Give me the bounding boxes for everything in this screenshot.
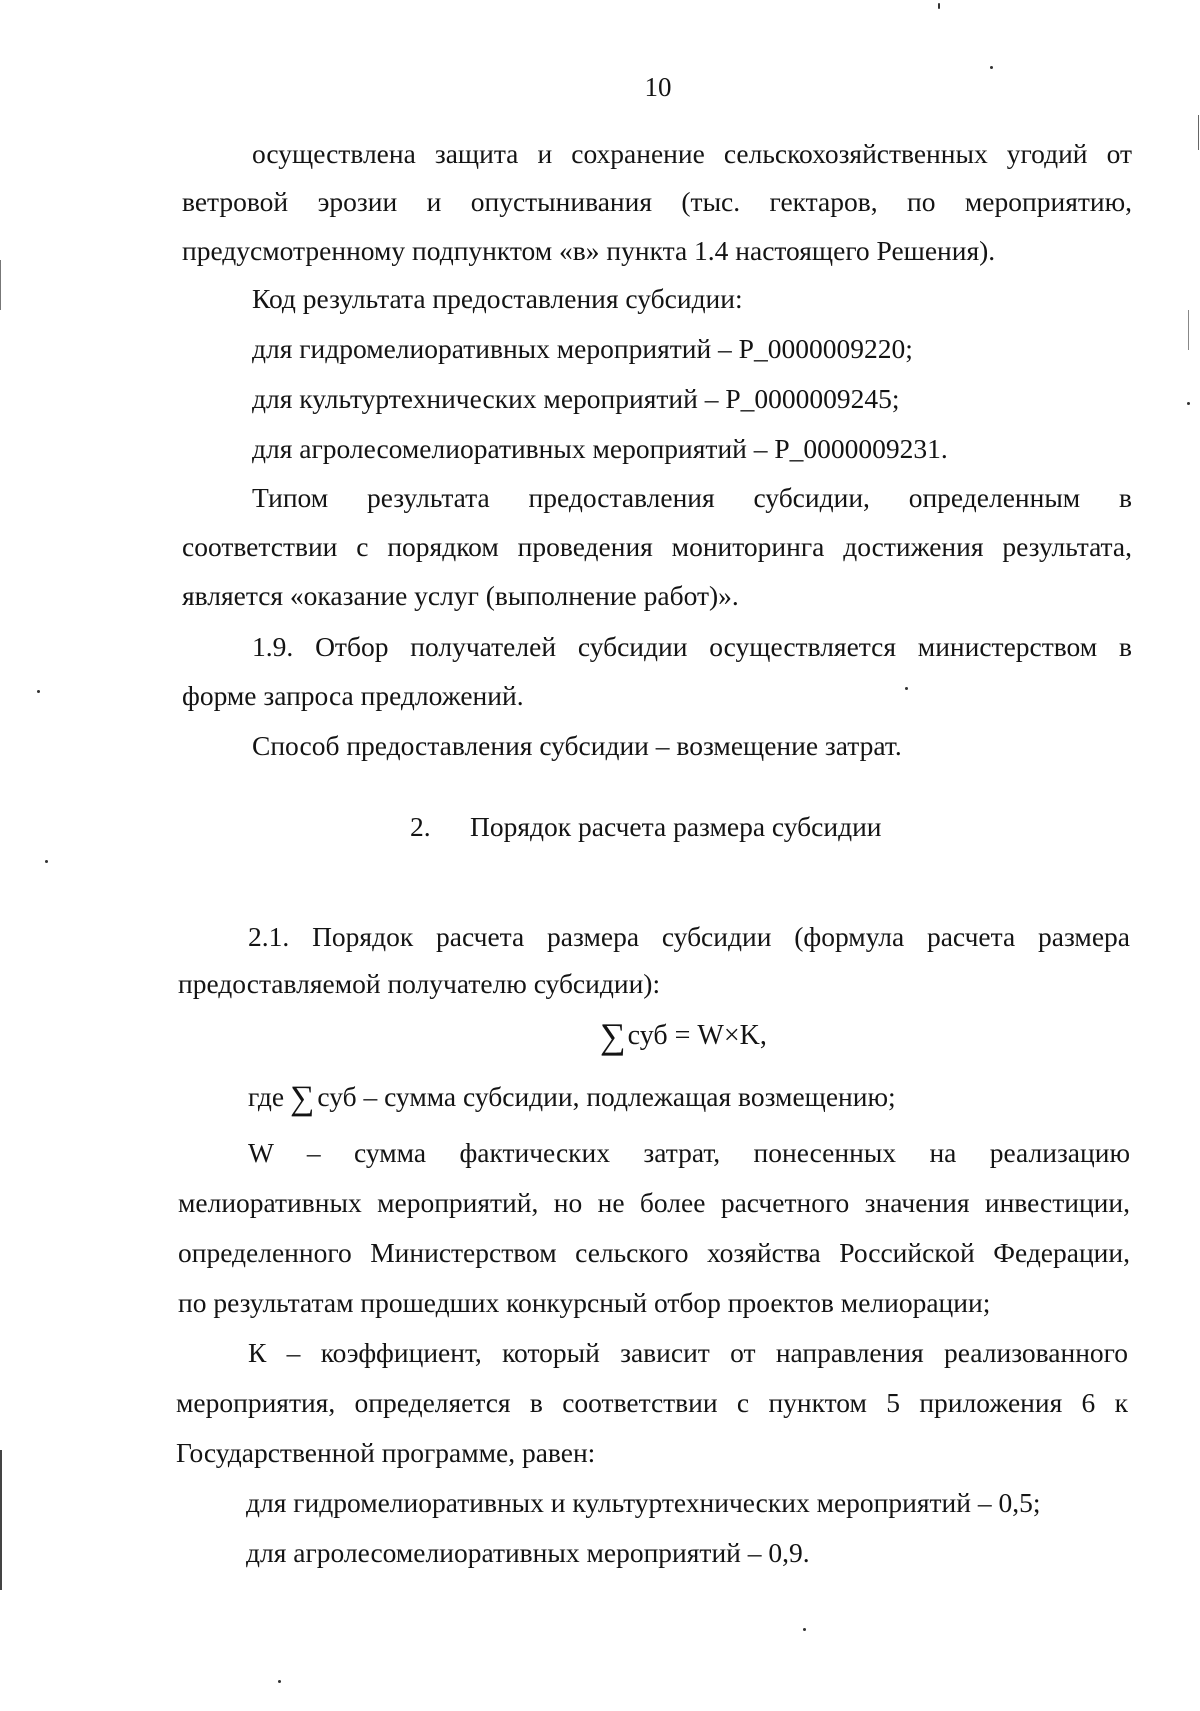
paragraph-line: W – сумма фактических затрат, понесенных на реализацию: [248, 1137, 1130, 1168]
paragraph-line: осуществлена защита и сохранение сельскохозяйственных угодий от: [252, 138, 1132, 169]
scan-speck: [905, 687, 908, 690]
page-number: 10: [644, 72, 672, 102]
scan-speck: [803, 1628, 806, 1631]
section-title: Порядок расчета размера субсидии: [470, 811, 882, 842]
sum-symbol: ∑: [600, 1016, 626, 1056]
paragraph-line: ветровой эрозии и опустынивания (тыс. гектаров, по мероприятию,: [182, 186, 1132, 217]
formula-lhs: суб: [627, 1020, 668, 1051]
coefficient-item: для гидромелиоративных и культуртехнических мероприятий – 0,5;: [246, 1487, 1041, 1518]
scan-speck: [45, 860, 48, 863]
scan-edge-mark: [1198, 115, 1199, 150]
paragraph-line: является «оказание услуг (выполнение работ)».: [182, 580, 739, 611]
scan-speck: [278, 1680, 281, 1683]
result-code-item: для культуртехнических мероприятий – P_0000009245;: [252, 383, 900, 414]
sum-symbol: ∑: [290, 1080, 315, 1117]
scan-edge-mark: [1188, 310, 1189, 350]
where-text: суб – сумма субсидии, подлежащая возмещению;: [317, 1081, 896, 1112]
paragraph-line: предусмотренному подпунктом «в» пункта 1.4 настоящего Решения).: [182, 235, 996, 266]
scan-edge-mark: [0, 260, 1, 310]
where-prefix: где: [248, 1081, 285, 1112]
paragraph-line: соответствии с порядком проведения мониторинга достижения результата,: [182, 531, 1132, 562]
formula-explanation: [248, 1079, 896, 1117]
paragraph-line: мелиоративных мероприятий, но не более расчетного значения инвестиции,: [178, 1187, 1130, 1218]
scan-edge-mark: [0, 1450, 2, 1590]
result-code-item: для агролесомелиоративных мероприятий – P_0000009231.: [252, 433, 948, 464]
paragraph-line: форме запроса предложений.: [182, 680, 524, 711]
scan-speck: [990, 66, 993, 69]
result-code-heading: Код результата предоставления субсидии:: [252, 283, 743, 314]
paragraph-line: К – коэффициент, который зависит от направления реализованного: [248, 1337, 1128, 1368]
formula: [600, 1015, 767, 1056]
paragraph-line: Типом результата предоставления субсидии, определенным в: [252, 482, 1132, 513]
paragraph-line: по результатам прошедших конкурсный отбор проектов мелиорации;: [178, 1287, 991, 1318]
section-number: 2.: [410, 811, 431, 842]
paragraph-line: предоставляемой получателю субсидии):: [178, 968, 661, 999]
paragraph-line: Государственной программе, равен:: [176, 1437, 596, 1468]
paragraph-line: Способ предоставления субсидии – возмещение затрат.: [252, 730, 902, 761]
scan-speck: [37, 690, 40, 693]
paragraph-line: определенного Министерством сельского хозяйства Российской Федерации,: [178, 1237, 1130, 1268]
paragraph-line: 2.1. Порядок расчета размера субсидии (формула расчета размера: [248, 921, 1130, 952]
paragraph-line: 1.9. Отбор получателей субсидии осуществляется министерством в: [252, 631, 1132, 662]
coefficient-item: для агролесомелиоративных мероприятий – 0,9.: [246, 1537, 810, 1568]
result-code-item: для гидромелиоративных мероприятий – P_0000009220;: [252, 333, 913, 364]
scan-speck: [1187, 402, 1190, 405]
paragraph-line: мероприятия, определяется в соответствии с пунктом 5 приложения 6 к: [176, 1387, 1128, 1418]
scan-speck: [938, 3, 940, 9]
formula-rhs: = W×K,: [674, 1020, 767, 1051]
